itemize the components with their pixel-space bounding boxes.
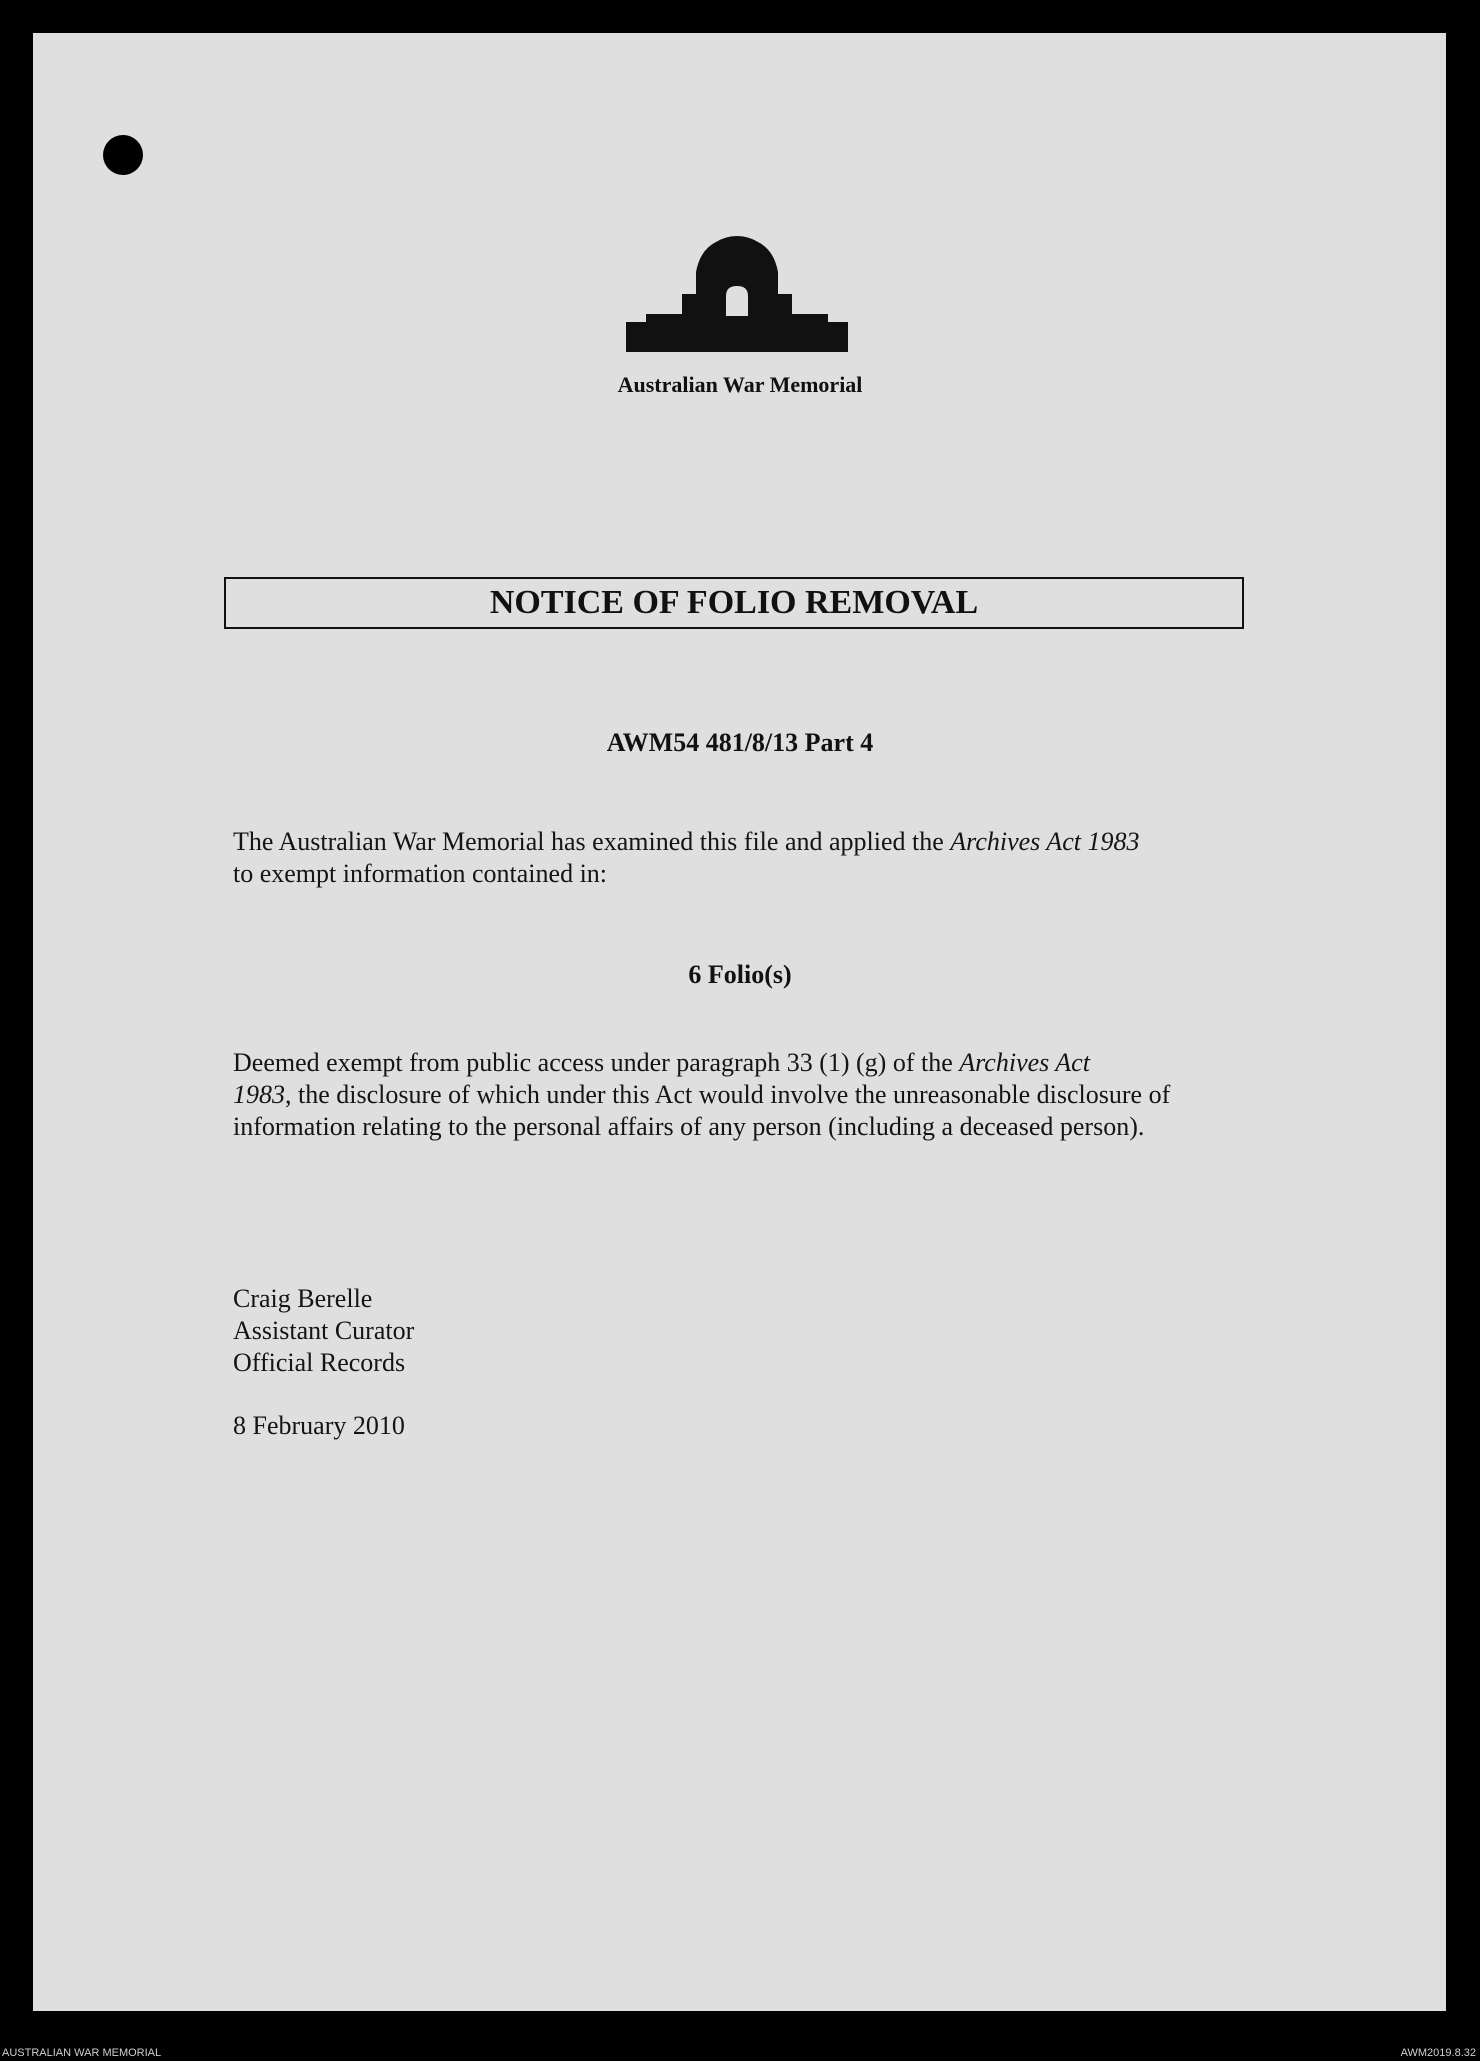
footer-institution: AUSTRALIAN WAR MEMORIAL (2, 2047, 162, 2059)
exemption-text-before: Deemed exempt from public access under paragraph 33 (1) (g) of the (233, 1048, 960, 1077)
notice-title: NOTICE OF FOLIO REMOVAL (489, 584, 979, 621)
signatory-department: Official Records (233, 1348, 406, 1377)
folio-count: 6 Folio(s) (688, 960, 792, 989)
intro-act-name: Archives Act 1983 (950, 827, 1140, 856)
notice-title-box (224, 577, 1244, 629)
signatory-position: Assistant Curator (233, 1316, 415, 1345)
signature-block (233, 1283, 414, 1379)
signatory-name: Craig Berelle (233, 1284, 373, 1313)
exemption-act-name-line1: Archives Act (959, 1048, 1090, 1077)
australian-war-memorial-logo-icon (626, 230, 848, 352)
logo-caption: Australian War Memorial (617, 372, 863, 397)
exemption-act-name-line2: 1983 (233, 1080, 285, 1109)
intro-text-before: The Australian War Memorial has examined this file and applied the (233, 827, 951, 856)
exemption-text-after: , the disclosure of which under this Act would involve the unreasonable disclosure of information relating to the personal affairs of any person (including a deceased person). (233, 1080, 1171, 1141)
footer-accession-number: AWM2019.8.32 (1400, 2047, 1476, 2059)
intro-paragraph (233, 826, 1253, 890)
exemption-paragraph (233, 1047, 1253, 1143)
file-reference: AWM54 481/8/13 Part 4 (606, 728, 874, 757)
intro-text-after: to exempt information contained in: (233, 859, 608, 888)
document-date: 8 February 2010 (233, 1411, 405, 1440)
punch-hole (103, 135, 143, 175)
